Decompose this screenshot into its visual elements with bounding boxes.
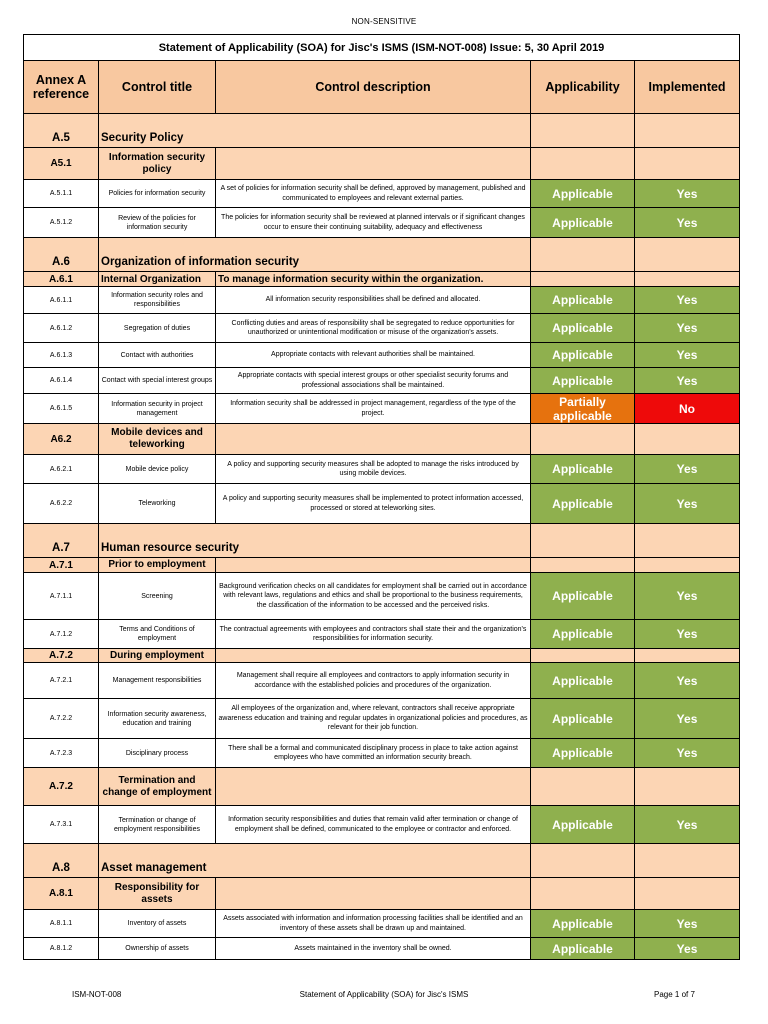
footer-doc-name: Statement of Applicability (SOA) for Jisc's ISMS [299,990,469,999]
control-title: Terms and Conditions of employment [99,620,216,649]
subsection-ref: A.7.1 [24,558,99,573]
control-row [24,343,740,368]
control-description: Assets maintained in the inventory shall be owned. [216,938,531,960]
subsection-ref: A.7.2 [24,768,99,806]
control-ref: A.6.1.3 [24,343,99,368]
control-description: All employees of the organization and, where relevant, contractors shall receive appropriate awareness education and training and regular updates in organizational policies and procedures, as relevant for their job function. [216,699,531,739]
applicability-cell: Applicable [531,343,635,368]
implemented-cell: Yes [635,314,740,343]
header-implemented: Implemented [635,61,740,114]
subsection-row [24,424,740,455]
control-row [24,368,740,394]
subsection-ref: A.8.1 [24,878,99,910]
header-ref: Annex A reference [24,61,99,114]
subsection-row [24,878,740,910]
control-row [24,208,740,238]
control-description: The contractual agreements with employees and contractors shall state their and the organization's responsibilities for information security. [216,620,531,649]
implemented-cell: Yes [635,938,740,960]
applicability-cell: Applicable [531,938,635,960]
section-row [24,238,740,272]
control-row [24,573,740,620]
applicability-cell: Partially applicable [531,394,635,424]
footer-doc-id: ISM-NOT-008 [72,990,122,999]
soa-table [23,34,740,960]
control-ref: A.7.2.1 [24,663,99,699]
section-ref: A.7 [24,524,99,558]
header-title: Control title [99,61,216,114]
control-title: Policies for information security [99,180,216,208]
control-title: Segregation of duties [99,314,216,343]
control-title: Review of the policies for information security [99,208,216,238]
control-row [24,180,740,208]
control-row [24,484,740,524]
control-ref: A.6.1.5 [24,394,99,424]
control-ref: A.7.1.2 [24,620,99,649]
applicability-cell: Applicable [531,484,635,524]
implemented-cell: Yes [635,620,740,649]
control-description: The policies for information security shall be reviewed at planned intervals or if significant changes occur to ensure their continuing suitability, adequacy and effectiveness [216,208,531,238]
control-ref: A.6.1.1 [24,287,99,314]
implemented-cell: Yes [635,739,740,768]
header-description: Control description [216,61,531,114]
applicability-cell: Applicable [531,287,635,314]
control-description: Management shall require all employees and contractors to apply information security in accordance with the established policies and procedures of the organization. [216,663,531,699]
footer-page-number: Page 1 of 7 [654,990,695,999]
subsection-title: Termination and change of employment [99,768,216,806]
control-row [24,314,740,343]
subsection-row [24,148,740,180]
subsection-title: During employment [99,649,216,663]
control-ref: A.5.1.2 [24,208,99,238]
applicability-cell: Applicable [531,208,635,238]
title-row [24,35,740,61]
implemented-cell: No [635,394,740,424]
applicability-cell: Applicable [531,573,635,620]
control-title: Teleworking [99,484,216,524]
control-description: Information security responsibilities and duties that remain valid after termination or change of employment shall be defined, communicated to the employee or contractor and enforced. [216,806,531,844]
subsection-title: Internal Organization [99,272,216,287]
control-row [24,620,740,649]
control-ref: A.5.1.1 [24,180,99,208]
implemented-cell: Yes [635,455,740,484]
implemented-cell: Yes [635,699,740,739]
applicability-cell: Applicable [531,739,635,768]
implemented-cell: Yes [635,368,740,394]
control-title: Contact with authorities [99,343,216,368]
control-row [24,455,740,484]
applicability-cell: Applicable [531,806,635,844]
applicability-cell: Applicable [531,455,635,484]
control-description: Assets associated with information and information processing facilities shall be identified and an inventory of these assets shall be drawn up and maintained. [216,910,531,938]
subsection-row [24,272,740,287]
control-description: A policy and supporting security measures shall be adopted to manage the risks introduced by using mobile devices. [216,455,531,484]
subsection-ref: A6.2 [24,424,99,455]
control-row [24,663,740,699]
subsection-ref: A5.1 [24,148,99,180]
section-row [24,524,740,558]
section-title: Security Policy [99,114,531,148]
implemented-cell: Yes [635,208,740,238]
subsection-row [24,558,740,573]
header-applicability: Applicability [531,61,635,114]
control-title: Mobile device policy [99,455,216,484]
control-title: Contact with special interest groups [99,368,216,394]
subsection-title: Mobile devices and teleworking [99,424,216,455]
implemented-cell: Yes [635,910,740,938]
header-row [24,61,740,114]
subsection-title: Prior to employment [99,558,216,573]
applicability-cell: Applicable [531,314,635,343]
control-description: A policy and supporting security measures shall be implemented to protect information accessed, processed or stored at teleworking sites. [216,484,531,524]
applicability-cell: Applicable [531,663,635,699]
classification-label: NON-SENSITIVE [351,17,417,26]
control-row [24,739,740,768]
control-title: Information security in project management [99,394,216,424]
control-title: Disciplinary process [99,739,216,768]
subsection-row [24,768,740,806]
implemented-cell: Yes [635,484,740,524]
subsection-row [24,649,740,663]
implemented-cell: Yes [635,180,740,208]
subsection-description: To manage information security within the organization. [216,272,531,287]
section-title: Human resource security [99,524,531,558]
section-ref: A.5 [24,114,99,148]
control-ref: A.7.3.1 [24,806,99,844]
implemented-cell: Yes [635,663,740,699]
implemented-cell: Yes [635,343,740,368]
control-ref: A.7.1.1 [24,573,99,620]
applicability-cell: Applicable [531,620,635,649]
control-ref: A.8.1.2 [24,938,99,960]
control-description: A set of policies for information security shall be defined, approved by management, published and communicated to employees and relevant external parties. [216,180,531,208]
control-ref: A.6.2.2 [24,484,99,524]
control-ref: A.6.2.1 [24,455,99,484]
control-ref: A.6.1.4 [24,368,99,394]
implemented-cell: Yes [635,806,740,844]
control-description: Appropriate contacts with special interest groups or other specialist security forums and professional associations shall be maintained. [216,368,531,394]
control-row [24,394,740,424]
control-title: Screening [99,573,216,620]
subsection-ref: A.7.2 [24,649,99,663]
applicability-cell: Applicable [531,910,635,938]
control-title: Management responsibilities [99,663,216,699]
control-ref: A.7.2.3 [24,739,99,768]
control-description: Information security shall be addressed in project management, regardless of the type of the project. [216,394,531,424]
document-title: Statement of Applicability (SOA) for Jisc's ISMS (ISM-NOT-008) Issue: 5, 30 April 2019 [24,35,740,61]
control-description: Conflicting duties and areas of responsibility shall be segregated to reduce opportunities for unauthorized or unintentional modification or misuse of the organization's assets. [216,314,531,343]
control-title: Information security awareness, education and training [99,699,216,739]
control-description: Appropriate contacts with relevant authorities shall be maintained. [216,343,531,368]
control-description: Background verification checks on all candidates for employment shall be carried out in accordance with relevant laws, regulations and ethics and shall be proportional to the business requirements, the classification of the information to be accessed and the perceived risks. [216,573,531,620]
control-title: Information security roles and responsibilities [99,287,216,314]
section-row [24,844,740,878]
control-title: Ownership of assets [99,938,216,960]
section-title: Asset management [99,844,531,878]
implemented-cell: Yes [635,573,740,620]
control-ref: A.8.1.1 [24,910,99,938]
control-row [24,806,740,844]
control-description: There shall be a formal and communicated disciplinary process in place to take action against employees who have committed an information security breach. [216,739,531,768]
section-ref: A.6 [24,238,99,272]
subsection-title: Information security policy [99,148,216,180]
section-title: Organization of information security [99,238,531,272]
applicability-cell: Applicable [531,368,635,394]
control-ref: A.7.2.2 [24,699,99,739]
control-title: Termination or change of employment responsibilities [99,806,216,844]
control-row [24,699,740,739]
applicability-cell: Applicable [531,699,635,739]
section-ref: A.8 [24,844,99,878]
section-row [24,114,740,148]
control-description: All information security responsibilities shall be defined and allocated. [216,287,531,314]
control-row [24,910,740,938]
subsection-title: Responsibility for assets [99,878,216,910]
implemented-cell: Yes [635,287,740,314]
control-ref: A.6.1.2 [24,314,99,343]
control-title: Inventory of assets [99,910,216,938]
control-row [24,938,740,960]
subsection-ref: A.6.1 [24,272,99,287]
applicability-cell: Applicable [531,180,635,208]
control-row [24,287,740,314]
